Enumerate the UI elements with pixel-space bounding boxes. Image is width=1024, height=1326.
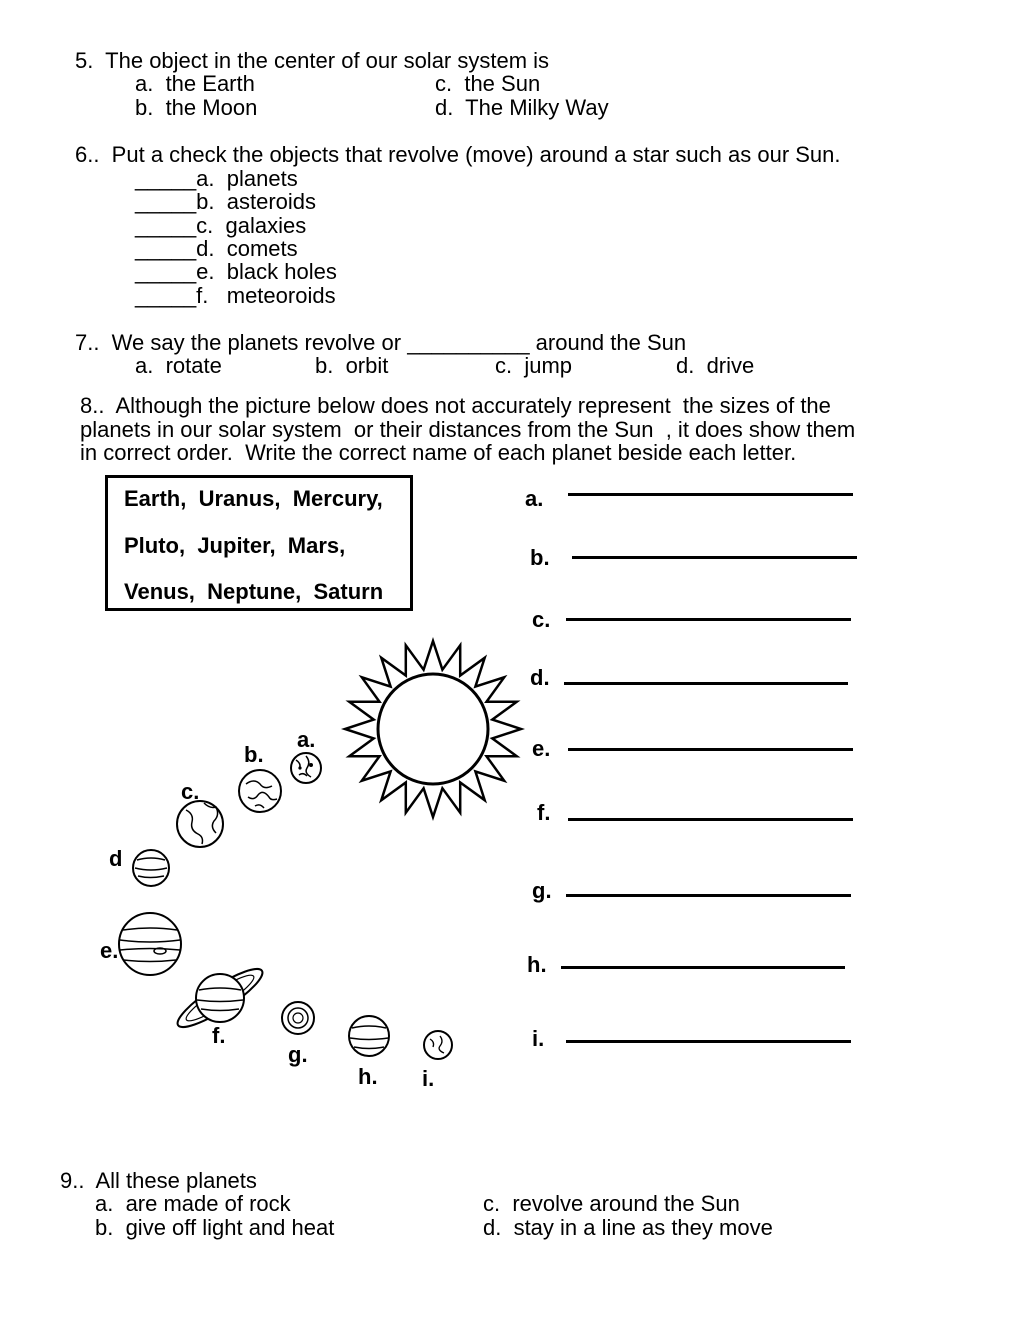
q6-item-b: _____b. asteroids <box>135 189 317 214</box>
q6-item-c: _____c. galaxies <box>135 213 307 238</box>
planet-label-d: d <box>109 846 123 871</box>
q6-question: 6.. Put a check the objects that revolve (move) around a star such as our Sun. <box>75 142 841 167</box>
q6-item-a: _____a. planets <box>135 166 298 191</box>
planet-label-f: f. <box>212 1023 226 1048</box>
q7-question: 7.. We say the planets revolve or __________ around the Sun <box>75 330 687 355</box>
planet-label-a: a. <box>297 727 316 752</box>
q8-line-3: in correct order. Write the correct name of each planet beside each letter. <box>80 440 797 465</box>
q5-option-a: a. the Earth <box>135 71 255 96</box>
q6-item-f: _____f. meteoroids <box>135 283 336 308</box>
planet-label-c: c. <box>181 779 200 804</box>
q9-option-a: a. are made of rock <box>95 1191 291 1216</box>
q9-option-d: d. stay in a line as they move <box>483 1215 773 1240</box>
q9-question: 9.. All these planets <box>60 1168 257 1193</box>
planet-g-icon <box>282 1002 314 1034</box>
q5-option-c: c. the Sun <box>435 71 541 96</box>
q5-option-d: d. The Milky Way <box>435 95 609 120</box>
planet-h-icon <box>349 1016 389 1056</box>
word-bank-line-3: Venus, Neptune, Saturn <box>124 579 384 604</box>
planet-d-icon <box>133 850 169 886</box>
planet-e-icon <box>119 913 181 975</box>
planet-label-e: e. <box>100 938 119 963</box>
q9-option-c: c. revolve around the Sun <box>483 1191 740 1216</box>
planet-i-icon <box>424 1031 452 1059</box>
word-bank-line-1: Earth, Uranus, Mercury, <box>124 486 383 511</box>
word-bank-line-2: Pluto, Jupiter, Mars, <box>124 533 346 558</box>
q5-question: 5. The object in the center of our solar system is <box>75 48 550 73</box>
planet-a-icon <box>291 753 321 783</box>
q8-line-1: 8.. Although the picture below does not accurately represent the sizes of the <box>80 393 831 418</box>
answer-label-b: b. <box>530 545 550 570</box>
planet-label-h: h. <box>358 1064 378 1089</box>
q6-item-d: _____d. comets <box>135 236 298 261</box>
q7-option-c: c. jump <box>495 353 573 378</box>
planet-b-icon <box>239 770 281 812</box>
answer-label-e: e. <box>532 736 551 761</box>
q7-option-b: b. orbit <box>315 353 389 378</box>
answer-label-i: i. <box>532 1026 545 1051</box>
answer-label-h: h. <box>527 952 547 977</box>
answer-label-g: g. <box>532 878 552 903</box>
answer-label-c: c. <box>532 607 551 632</box>
sun-icon <box>345 641 521 817</box>
planet-label-g: g. <box>288 1042 308 1067</box>
planet-c-icon <box>177 801 223 847</box>
answer-label-f: f. <box>537 800 551 825</box>
q7-option-a: a. rotate <box>135 353 222 378</box>
planet-label-i: i. <box>422 1066 435 1091</box>
answer-label-d: d. <box>530 665 550 690</box>
q6-item-e: _____e. black holes <box>135 259 337 284</box>
q7-option-d: d. drive <box>676 353 755 378</box>
q8-line-2: planets in our solar system or their distances from the Sun , it does show them <box>80 417 856 442</box>
q9-option-b: b. give off light and heat <box>95 1215 335 1240</box>
answer-label-a: a. <box>525 486 544 511</box>
planet-label-b: b. <box>244 742 264 767</box>
q5-option-b: b. the Moon <box>135 95 258 120</box>
